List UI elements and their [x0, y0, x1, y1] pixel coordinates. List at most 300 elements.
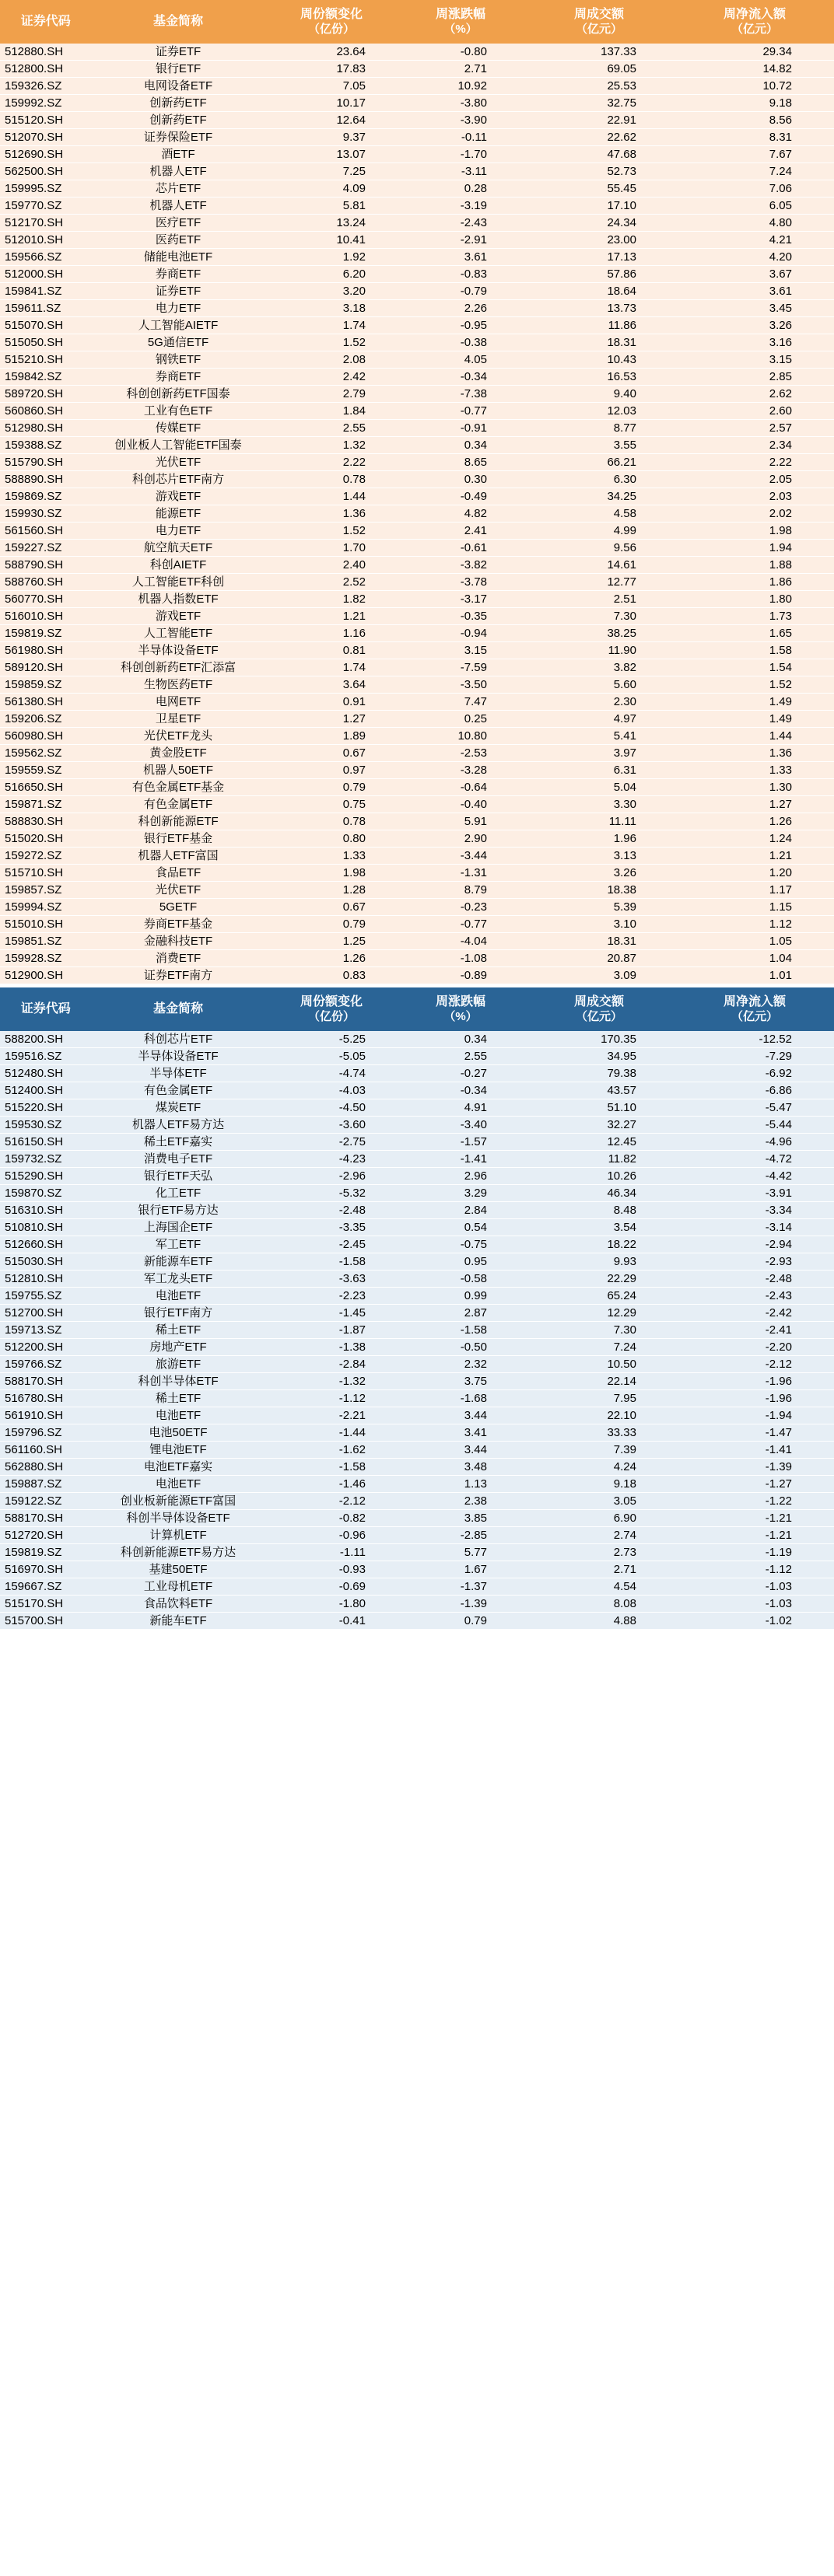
table-row [0, 1185, 834, 1202]
cell-name: 电网ETF [92, 694, 265, 711]
cell-turnover: 4.54 [523, 1578, 675, 1596]
inflow-table [0, 0, 834, 984]
cell-share-change: 7.05 [265, 78, 398, 95]
header-cell-turnover: 周成交额 （亿元） [523, 987, 675, 1031]
table-row [0, 505, 834, 523]
cell-name: 科创创新药ETF国泰 [92, 386, 265, 403]
cell-share-change: 10.41 [265, 232, 398, 249]
table-row [0, 1065, 834, 1082]
cell-name: 电力ETF [92, 300, 265, 317]
cell-name: 电池50ETF [92, 1424, 265, 1442]
cell-net-inflow: -12.52 [675, 1031, 834, 1048]
cell-code: 512170.SH [0, 215, 92, 232]
cell-net-inflow: 1.44 [675, 728, 834, 745]
cell-turnover: 3.30 [523, 796, 675, 813]
cell-turnover: 137.33 [523, 44, 675, 61]
cell-share-change: -5.25 [265, 1031, 398, 1048]
cell-share-change: 10.17 [265, 95, 398, 112]
cell-name: 银行ETF南方 [92, 1305, 265, 1322]
inflow-table-body [0, 44, 834, 984]
cell-code: 515030.SH [0, 1253, 92, 1271]
cell-weekly-change: 8.65 [398, 454, 523, 471]
cell-weekly-change: 4.91 [398, 1099, 523, 1117]
cell-net-inflow: -1.22 [675, 1493, 834, 1510]
cell-turnover: 12.77 [523, 574, 675, 591]
cell-weekly-change: 2.41 [398, 523, 523, 540]
cell-net-inflow: 1.12 [675, 916, 834, 933]
cell-code: 512010.SH [0, 232, 92, 249]
cell-code: 512880.SH [0, 44, 92, 61]
cell-name: 科创创新药ETF汇添富 [92, 659, 265, 676]
cell-code: 589720.SH [0, 386, 92, 403]
cell-name: 科创新能源ETF [92, 813, 265, 830]
cell-weekly-change: -3.44 [398, 848, 523, 865]
cell-code: 562880.SH [0, 1459, 92, 1476]
table-row [0, 1168, 834, 1185]
cell-weekly-change: 3.44 [398, 1407, 523, 1424]
cell-code: 512900.SH [0, 967, 92, 984]
cell-share-change: 17.83 [265, 61, 398, 78]
cell-turnover: 22.29 [523, 1271, 675, 1288]
cell-share-change: -1.46 [265, 1476, 398, 1493]
cell-turnover: 2.30 [523, 694, 675, 711]
table-row [0, 711, 834, 728]
header-cell-code: 证券代码 [0, 987, 92, 1031]
cell-turnover: 4.97 [523, 711, 675, 728]
table-row [0, 1219, 834, 1236]
cell-share-change: -3.60 [265, 1117, 398, 1134]
cell-name: 游戏ETF [92, 608, 265, 625]
cell-net-inflow: 1.36 [675, 745, 834, 762]
cell-weekly-change: 0.30 [398, 471, 523, 488]
cell-name: 证券保险ETF [92, 129, 265, 146]
cell-name: 银行ETF易方达 [92, 1202, 265, 1219]
table-row [0, 1253, 834, 1271]
cell-weekly-change: 1.67 [398, 1561, 523, 1578]
cell-name: 有色金属ETF [92, 796, 265, 813]
cell-name: 煤炭ETF [92, 1099, 265, 1117]
cell-weekly-change: -0.38 [398, 334, 523, 351]
cell-turnover: 6.90 [523, 1510, 675, 1527]
cell-net-inflow: -5.47 [675, 1099, 834, 1117]
cell-turnover: 17.10 [523, 197, 675, 215]
cell-weekly-change: -0.64 [398, 779, 523, 796]
header-cell-weekly-change: 周涨跌幅 （%） [398, 0, 523, 44]
cell-share-change: -4.03 [265, 1082, 398, 1099]
cell-weekly-change: 3.41 [398, 1424, 523, 1442]
cell-net-inflow: 1.26 [675, 813, 834, 830]
cell-code: 159928.SZ [0, 950, 92, 967]
cell-weekly-change: -1.37 [398, 1578, 523, 1596]
cell-net-inflow: 1.04 [675, 950, 834, 967]
table-row [0, 813, 834, 830]
cell-turnover: 47.68 [523, 146, 675, 163]
cell-weekly-change: -0.94 [398, 625, 523, 642]
cell-code: 159995.SZ [0, 180, 92, 197]
cell-turnover: 13.73 [523, 300, 675, 317]
cell-turnover: 5.39 [523, 899, 675, 916]
cell-name: 锂电池ETF [92, 1442, 265, 1459]
cell-weekly-change: 1.13 [398, 1476, 523, 1493]
cell-name: 人工智能AIETF [92, 317, 265, 334]
cell-turnover: 7.95 [523, 1390, 675, 1407]
cell-turnover: 65.24 [523, 1288, 675, 1305]
cell-name: 光伏ETF [92, 454, 265, 471]
cell-share-change: -1.11 [265, 1544, 398, 1561]
cell-net-inflow: 1.54 [675, 659, 834, 676]
cell-share-change: 1.28 [265, 882, 398, 899]
cell-code: 159930.SZ [0, 505, 92, 523]
cell-code: 159857.SZ [0, 882, 92, 899]
cell-net-inflow: 1.86 [675, 574, 834, 591]
cell-share-change: 0.78 [265, 471, 398, 488]
cell-share-change: -1.58 [265, 1459, 398, 1476]
cell-turnover: 18.22 [523, 1236, 675, 1253]
cell-turnover: 10.43 [523, 351, 675, 369]
cell-turnover: 23.00 [523, 232, 675, 249]
table-row [0, 283, 834, 300]
cell-weekly-change: 4.82 [398, 505, 523, 523]
cell-name: 新能源车ETF [92, 1253, 265, 1271]
cell-name: 稀土ETF [92, 1322, 265, 1339]
cell-weekly-change: 5.91 [398, 813, 523, 830]
cell-code: 562500.SH [0, 163, 92, 180]
table-row [0, 728, 834, 745]
cell-share-change: 3.18 [265, 300, 398, 317]
cell-turnover: 46.34 [523, 1185, 675, 1202]
cell-weekly-change: -1.08 [398, 950, 523, 967]
cell-net-inflow: 1.98 [675, 523, 834, 540]
table-row [0, 1596, 834, 1613]
cell-net-inflow: 1.33 [675, 762, 834, 779]
cell-name: 证券ETF南方 [92, 967, 265, 984]
table-row [0, 916, 834, 933]
table-row [0, 591, 834, 608]
table-row [0, 180, 834, 197]
cell-turnover: 5.04 [523, 779, 675, 796]
cell-code: 588790.SH [0, 557, 92, 574]
cell-net-inflow: 10.72 [675, 78, 834, 95]
table-row [0, 129, 834, 146]
cell-turnover: 18.38 [523, 882, 675, 899]
cell-turnover: 3.55 [523, 437, 675, 454]
table-row [0, 471, 834, 488]
cell-net-inflow: 3.45 [675, 300, 834, 317]
table-row [0, 1561, 834, 1578]
cell-turnover: 34.95 [523, 1048, 675, 1065]
cell-weekly-change: 2.84 [398, 1202, 523, 1219]
cell-code: 512200.SH [0, 1339, 92, 1356]
cell-turnover: 8.77 [523, 420, 675, 437]
cell-net-inflow: -2.42 [675, 1305, 834, 1322]
cell-weekly-change: -1.39 [398, 1596, 523, 1613]
cell-name: 机器人ETF [92, 163, 265, 180]
cell-code: 159887.SZ [0, 1476, 92, 1493]
cell-weekly-change: 3.61 [398, 249, 523, 266]
table-row [0, 1578, 834, 1596]
cell-code: 159766.SZ [0, 1356, 92, 1373]
cell-name: 券商ETF [92, 266, 265, 283]
cell-share-change: 1.32 [265, 437, 398, 454]
cell-name: 军工龙头ETF [92, 1271, 265, 1288]
cell-code: 512980.SH [0, 420, 92, 437]
cell-turnover: 6.30 [523, 471, 675, 488]
cell-turnover: 22.14 [523, 1373, 675, 1390]
cell-net-inflow: -2.12 [675, 1356, 834, 1373]
cell-name: 新能车ETF [92, 1613, 265, 1630]
cell-turnover: 3.10 [523, 916, 675, 933]
table-row [0, 865, 834, 882]
outflow-table [0, 987, 834, 1630]
cell-net-inflow: 1.58 [675, 642, 834, 659]
cell-turnover: 18.31 [523, 933, 675, 950]
cell-code: 159530.SZ [0, 1117, 92, 1134]
cell-code: 512690.SH [0, 146, 92, 163]
cell-code: 510810.SH [0, 1219, 92, 1236]
header-cell-net-inflow: 周净流入额 （亿元） [675, 987, 834, 1031]
cell-code: 560860.SH [0, 403, 92, 420]
cell-turnover: 12.03 [523, 403, 675, 420]
cell-name: 消费电子ETF [92, 1151, 265, 1168]
cell-net-inflow: 1.94 [675, 540, 834, 557]
cell-turnover: 4.88 [523, 1613, 675, 1630]
cell-share-change: -0.96 [265, 1527, 398, 1544]
cell-turnover: 52.73 [523, 163, 675, 180]
cell-net-inflow: 1.15 [675, 899, 834, 916]
cell-name: 传媒ETF [92, 420, 265, 437]
cell-weekly-change: -3.17 [398, 591, 523, 608]
cell-name: 5GETF [92, 899, 265, 916]
cell-weekly-change: -0.61 [398, 540, 523, 557]
cell-turnover: 10.26 [523, 1168, 675, 1185]
table-row [0, 1613, 834, 1630]
cell-name: 稀土ETF嘉实 [92, 1134, 265, 1151]
cell-turnover: 11.86 [523, 317, 675, 334]
cell-turnover: 33.33 [523, 1424, 675, 1442]
cell-weekly-change: -3.11 [398, 163, 523, 180]
cell-name: 5G通信ETF [92, 334, 265, 351]
cell-share-change: 1.89 [265, 728, 398, 745]
cell-share-change: 2.52 [265, 574, 398, 591]
cell-name: 创新药ETF [92, 95, 265, 112]
table-row [0, 300, 834, 317]
table-row [0, 1288, 834, 1305]
cell-code: 561160.SH [0, 1442, 92, 1459]
cell-share-change: -1.12 [265, 1390, 398, 1407]
cell-name: 卫星ETF [92, 711, 265, 728]
table-row [0, 642, 834, 659]
cell-net-inflow: 7.24 [675, 163, 834, 180]
cell-share-change: -1.62 [265, 1442, 398, 1459]
cell-weekly-change: 2.32 [398, 1356, 523, 1373]
cell-net-inflow: 2.62 [675, 386, 834, 403]
cell-weekly-change: -0.40 [398, 796, 523, 813]
cell-share-change: 2.42 [265, 369, 398, 386]
table-row [0, 1031, 834, 1048]
cell-turnover: 11.82 [523, 1151, 675, 1168]
table-row [0, 1442, 834, 1459]
cell-net-inflow: 29.34 [675, 44, 834, 61]
cell-code: 516650.SH [0, 779, 92, 796]
cell-code: 515170.SH [0, 1596, 92, 1613]
cell-turnover: 2.74 [523, 1527, 675, 1544]
cell-name: 酒ETF [92, 146, 265, 163]
cell-weekly-change: 0.99 [398, 1288, 523, 1305]
cell-turnover: 32.75 [523, 95, 675, 112]
cell-share-change: 7.25 [265, 163, 398, 180]
cell-turnover: 43.57 [523, 1082, 675, 1099]
cell-weekly-change: 0.34 [398, 1031, 523, 1048]
cell-share-change: 0.83 [265, 967, 398, 984]
cell-name: 电池ETF [92, 1407, 265, 1424]
cell-code: 588200.SH [0, 1031, 92, 1048]
header-cell-name: 基金简称 [92, 0, 265, 44]
cell-share-change: 0.79 [265, 916, 398, 933]
cell-code: 159851.SZ [0, 933, 92, 950]
cell-net-inflow: 3.61 [675, 283, 834, 300]
cell-turnover: 38.25 [523, 625, 675, 642]
cell-turnover: 3.82 [523, 659, 675, 676]
cell-code: 159796.SZ [0, 1424, 92, 1442]
cell-turnover: 17.13 [523, 249, 675, 266]
cell-weekly-change: 3.15 [398, 642, 523, 659]
cell-weekly-change: -0.34 [398, 369, 523, 386]
cell-weekly-change: 3.48 [398, 1459, 523, 1476]
table-row [0, 454, 834, 471]
cell-weekly-change: 7.47 [398, 694, 523, 711]
cell-code: 159732.SZ [0, 1151, 92, 1168]
table-row [0, 1527, 834, 1544]
cell-weekly-change: 5.77 [398, 1544, 523, 1561]
cell-turnover: 22.62 [523, 129, 675, 146]
cell-share-change: -1.45 [265, 1305, 398, 1322]
cell-code: 512700.SH [0, 1305, 92, 1322]
cell-name: 有色金属ETF基金 [92, 779, 265, 796]
table-row [0, 1407, 834, 1424]
table-row [0, 557, 834, 574]
cell-net-inflow: 1.30 [675, 779, 834, 796]
cell-share-change: 0.80 [265, 830, 398, 848]
cell-net-inflow: 4.20 [675, 249, 834, 266]
header-cell-share-change: 周份额变化 （亿份） [265, 0, 398, 44]
cell-code: 159122.SZ [0, 1493, 92, 1510]
cell-weekly-change: -1.58 [398, 1322, 523, 1339]
cell-turnover: 4.58 [523, 505, 675, 523]
cell-weekly-change: -7.38 [398, 386, 523, 403]
cell-name: 电网设备ETF [92, 78, 265, 95]
cell-turnover: 9.40 [523, 386, 675, 403]
table-row [0, 420, 834, 437]
cell-code: 515070.SH [0, 317, 92, 334]
cell-name: 券商ETF基金 [92, 916, 265, 933]
cell-name: 科创半导体ETF [92, 1373, 265, 1390]
cell-share-change: -3.35 [265, 1219, 398, 1236]
cell-code: 515210.SH [0, 351, 92, 369]
table-row [0, 78, 834, 95]
cell-weekly-change: -2.91 [398, 232, 523, 249]
cell-weekly-change: 2.71 [398, 61, 523, 78]
cell-turnover: 66.21 [523, 454, 675, 471]
cell-weekly-change: -0.35 [398, 608, 523, 625]
cell-weekly-change: -1.41 [398, 1151, 523, 1168]
cell-weekly-change: -0.23 [398, 899, 523, 916]
cell-share-change: -5.05 [265, 1048, 398, 1065]
cell-share-change: 1.16 [265, 625, 398, 642]
table-row [0, 1117, 834, 1134]
cell-net-inflow: -1.94 [675, 1407, 834, 1424]
cell-share-change: 0.97 [265, 762, 398, 779]
cell-weekly-change: -0.83 [398, 266, 523, 283]
cell-code: 515010.SH [0, 916, 92, 933]
cell-code: 588830.SH [0, 813, 92, 830]
cell-code: 561910.SH [0, 1407, 92, 1424]
cell-name: 机器人ETF富国 [92, 848, 265, 865]
cell-net-inflow: -2.41 [675, 1322, 834, 1339]
cell-share-change: -2.45 [265, 1236, 398, 1253]
cell-weekly-change: -2.43 [398, 215, 523, 232]
cell-share-change: 1.92 [265, 249, 398, 266]
cell-code: 159859.SZ [0, 676, 92, 694]
cell-net-inflow: -1.27 [675, 1476, 834, 1493]
cell-code: 159516.SZ [0, 1048, 92, 1065]
cell-net-inflow: -7.29 [675, 1048, 834, 1065]
cell-net-inflow: -1.03 [675, 1596, 834, 1613]
cell-weekly-change: -0.11 [398, 129, 523, 146]
table-row [0, 625, 834, 642]
cell-weekly-change: 0.25 [398, 711, 523, 728]
cell-net-inflow: 1.24 [675, 830, 834, 848]
cell-weekly-change: 8.79 [398, 882, 523, 899]
table-row [0, 44, 834, 61]
cell-net-inflow: 2.34 [675, 437, 834, 454]
table-row [0, 745, 834, 762]
cell-turnover: 2.73 [523, 1544, 675, 1561]
cell-net-inflow: -2.48 [675, 1271, 834, 1288]
cell-weekly-change: -3.50 [398, 676, 523, 694]
cell-share-change: -1.44 [265, 1424, 398, 1442]
table-row [0, 1305, 834, 1322]
cell-code: 515220.SH [0, 1099, 92, 1117]
table-row [0, 694, 834, 711]
cell-name: 医药ETF [92, 232, 265, 249]
cell-net-inflow: 1.49 [675, 711, 834, 728]
cell-turnover: 3.09 [523, 967, 675, 984]
cell-share-change: 1.52 [265, 523, 398, 540]
cell-weekly-change: 2.87 [398, 1305, 523, 1322]
cell-name: 工业有色ETF [92, 403, 265, 420]
cell-net-inflow: -6.92 [675, 1065, 834, 1082]
cell-net-inflow: 2.60 [675, 403, 834, 420]
cell-turnover: 3.54 [523, 1219, 675, 1236]
cell-code: 561560.SH [0, 523, 92, 540]
cell-net-inflow: 1.01 [675, 967, 834, 984]
cell-turnover: 2.51 [523, 591, 675, 608]
cell-share-change: 3.64 [265, 676, 398, 694]
cell-weekly-change: -2.85 [398, 1527, 523, 1544]
cell-code: 588170.SH [0, 1510, 92, 1527]
table-row [0, 403, 834, 420]
cell-share-change: 5.81 [265, 197, 398, 215]
cell-share-change: -1.32 [265, 1373, 398, 1390]
cell-code: 515020.SH [0, 830, 92, 848]
cell-share-change: 1.70 [265, 540, 398, 557]
cell-code: 589120.SH [0, 659, 92, 676]
outflow-table-header [0, 987, 834, 1031]
cell-turnover: 79.38 [523, 1065, 675, 1082]
table-row [0, 334, 834, 351]
cell-share-change: 12.64 [265, 112, 398, 129]
table-row [0, 1048, 834, 1065]
